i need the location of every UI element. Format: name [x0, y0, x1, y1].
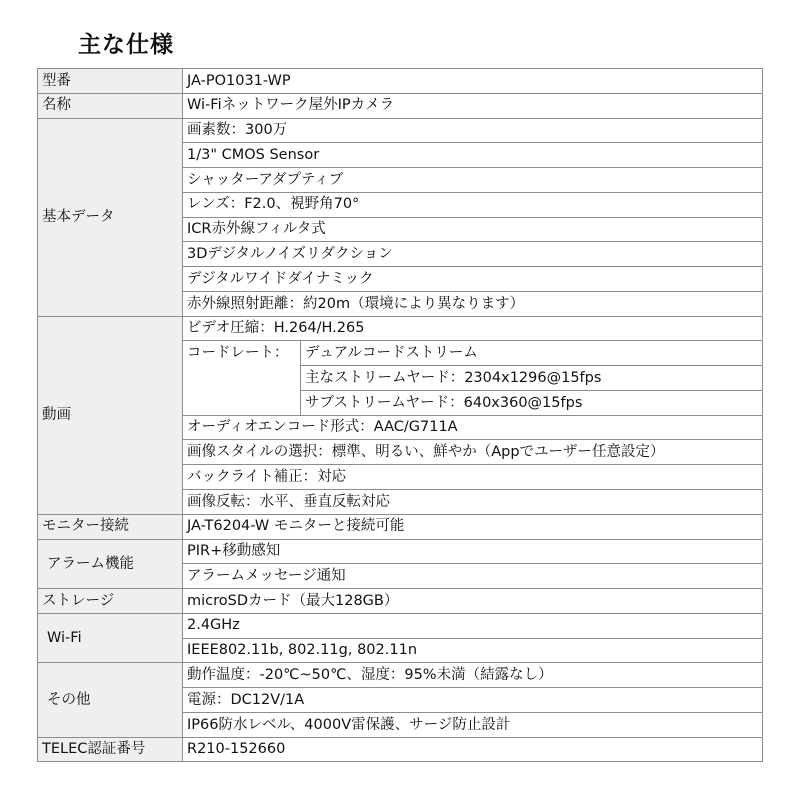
video-item: 画像スタイルの選択：標準、明るい、鮮やか（Appでユーザー任意設定）: [183, 440, 763, 465]
basic-item: 赤外線照射距離：約20m（環境により異なります）: [183, 291, 763, 316]
code-rate-item: 主なストリームヤード：2304x1296@15fps: [301, 366, 763, 391]
code-rate-item: デュアルコードストリーム: [301, 341, 763, 366]
basic-item: 3Dデジタルノイズリダクション: [183, 242, 763, 267]
page-title: 主な仕様: [78, 32, 174, 58]
table-row: [38, 316, 763, 341]
other-item: 動作温度：-20℃~50℃、湿度：95%未満（結露なし）: [183, 663, 763, 688]
alarm-item: PIR+移動感知: [183, 539, 763, 564]
basic-item: シャッターアダプティブ: [183, 168, 763, 193]
row-label-name: 名称: [38, 93, 183, 118]
row-label-wifi: Wi-Fi: [38, 613, 183, 663]
row-label-other: その他: [38, 663, 183, 737]
wifi-item: 2.4GHz: [183, 613, 763, 638]
spec-table: [37, 68, 763, 762]
code-rate-item: サブストリームヤード：640x360@15fps: [301, 390, 763, 415]
row-label-alarm: アラーム機能: [38, 539, 183, 589]
row-label-model: 型番: [38, 69, 183, 94]
wifi-item: IEEE802.11b, 802.11g, 802.11n: [183, 638, 763, 663]
other-item: IP66防水レベル、4000V雷保護、サージ防止設計: [183, 712, 763, 737]
row-value-model: JA-PO1031-WP: [183, 69, 763, 94]
row-label-video: 動画: [38, 316, 183, 514]
row-value-storage: microSDカード（最大128GB）: [183, 589, 763, 614]
video-compression: ビデオ圧縮：H.264/H.265: [183, 316, 763, 341]
table-row: [38, 663, 763, 688]
alarm-item: アラームメッセージ通知: [183, 564, 763, 589]
table-row: [38, 118, 763, 143]
row-label-monitor: モニター接続: [38, 514, 183, 539]
table-row: [38, 539, 763, 564]
code-rate-label: コードレート：: [183, 341, 301, 415]
other-item: 電源：DC12V/1A: [183, 688, 763, 713]
table-row: [38, 589, 763, 614]
table-row: [38, 93, 763, 118]
row-label-basic: 基本データ: [38, 118, 183, 316]
basic-item: レンズ：F2.0、視野角70°: [183, 192, 763, 217]
row-label-storage: ストレージ: [38, 589, 183, 614]
table-row: [38, 514, 763, 539]
basic-item: 1/3" CMOS Sensor: [183, 143, 763, 168]
row-value-monitor: JA-T6204-W モニターと接続可能: [183, 514, 763, 539]
table-row: [38, 613, 763, 638]
basic-item: 画素数：300万: [183, 118, 763, 143]
video-item: 画像反転：水平、垂直反転対応: [183, 490, 763, 515]
row-value-name: Wi-Fiネットワーク屋外IPカメラ: [183, 93, 763, 118]
basic-item: デジタルワイドダイナミック: [183, 267, 763, 292]
table-row: [38, 69, 763, 94]
video-item: オーディオエンコード形式：AAC/G711A: [183, 415, 763, 440]
row-label-telec: TELEC認証番号: [38, 737, 183, 762]
basic-item: ICR赤外線フィルタ式: [183, 217, 763, 242]
table-row: [38, 737, 763, 762]
row-value-telec: R210-152660: [183, 737, 763, 762]
video-item: バックライト補正：対応: [183, 465, 763, 490]
